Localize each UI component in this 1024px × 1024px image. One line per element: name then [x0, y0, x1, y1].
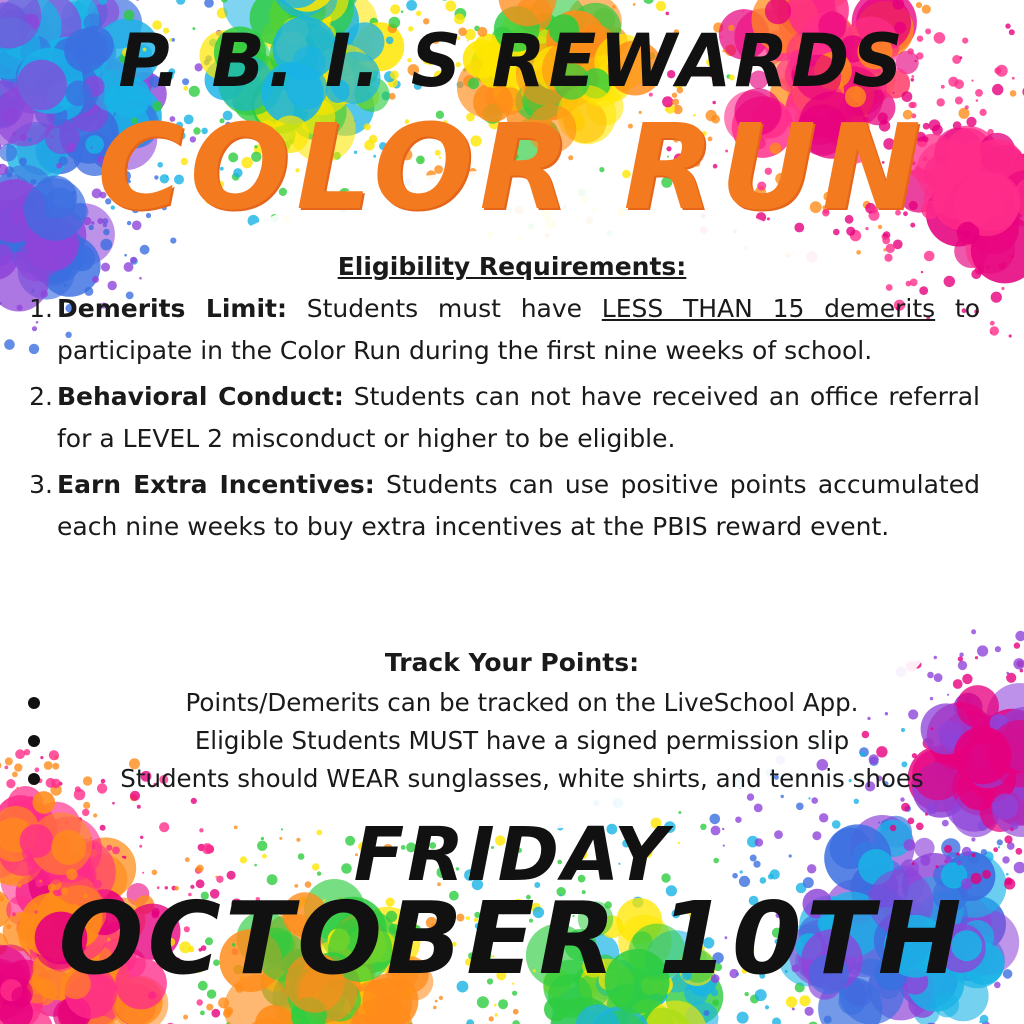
paint-splatter-dot — [796, 803, 804, 811]
paint-splatter-dot — [792, 1008, 795, 1011]
paint-splatter-dot — [494, 1004, 497, 1007]
paint-splatter-dot — [498, 999, 508, 1009]
paint-splatter-dot — [512, 1020, 520, 1024]
paint-splatter-dot — [435, 1000, 438, 1003]
paint-splatter-dot — [406, 0, 417, 11]
paint-splatter-dot — [901, 803, 910, 812]
paint-splatter-dot — [666, 12, 670, 16]
paint-splatter-dot — [390, 4, 400, 14]
paint-splatter-dot — [1009, 334, 1012, 337]
paint-splatter-dot — [206, 1004, 213, 1011]
paint-splatter-dot — [737, 1012, 749, 1024]
event-day: FRIDAY — [353, 812, 671, 898]
paint-splatter-dot — [900, 797, 904, 801]
paint-splatter-dot — [401, 10, 404, 13]
requirement-item — [29, 376, 980, 460]
paint-splatter-dot — [824, 1016, 832, 1024]
paint-splatter-dot — [63, 284, 66, 287]
paint-splatter-dot — [906, 281, 912, 287]
paint-splatter-dot — [612, 5, 616, 9]
requirement-label: Demerits Limit: — [57, 294, 288, 323]
paint-splatter-dot — [882, 237, 890, 245]
eligibility-list — [29, 288, 981, 552]
paint-splatter-dot — [916, 2, 922, 8]
paint-splatter-dot — [633, 3, 636, 6]
paint-splatter-dot — [416, 11, 421, 16]
requirement-item — [29, 288, 981, 372]
paint-splatter-dot — [29, 344, 39, 354]
requirement-number: 3. — [29, 470, 53, 499]
paint-splatter-dot — [754, 804, 763, 813]
paint-splatter-dot — [990, 326, 999, 335]
paint-splatter-dot — [466, 1019, 474, 1024]
paint-splatter-dot — [100, 239, 112, 251]
paint-splatter-dot — [922, 5, 931, 14]
paint-splatter-dot — [790, 999, 792, 1001]
paint-splatter-dot — [805, 1007, 814, 1016]
track-item — [0, 760, 1024, 798]
requirement-item — [29, 464, 980, 548]
paint-splatter-dot — [200, 1011, 205, 1016]
bullet-icon — [28, 773, 40, 785]
color-run-title: COLOR RUN — [97, 98, 927, 236]
paint-splatter-dot — [489, 1016, 494, 1021]
paint-splatter-dot — [971, 629, 976, 634]
requirement-text: Students can use positive points accumulated each nine weeks to buy extra incentives at the PBIS reward event. — [57, 470, 980, 541]
paint-splatter-dot — [643, 0, 654, 4]
rewards-heading: P. B. I. S REWARDS — [118, 17, 906, 105]
paint-splatter-dot — [191, 798, 197, 804]
paint-splatter-dot — [772, 1017, 781, 1024]
track-points-list — [0, 684, 1024, 798]
paint-splatter-dot — [137, 805, 141, 809]
requirement-label: Earn Extra Incentives: — [57, 470, 375, 499]
paint-splatter-dot — [786, 996, 797, 1007]
demerit-limit-emphasis: LESS THAN 15 demerits — [601, 294, 936, 323]
track-item-text: Eligible Students MUST have a signed permission slip — [194, 726, 850, 755]
paint-splatter-dot — [811, 797, 818, 804]
paint-splatter-dot — [4, 339, 15, 350]
paint-splatter-dot — [704, 1010, 710, 1016]
requirement-label: Behavioral Conduct: — [57, 382, 344, 411]
paint-splatter-dot — [656, 1, 666, 11]
paint-splatter-dot — [854, 799, 859, 804]
paint-splatter-dot — [135, 0, 140, 1]
event-date: OCTOBER 10TH — [58, 880, 966, 997]
paint-splatter-dot — [433, 1006, 437, 1010]
bullet-icon — [28, 735, 40, 747]
paint-splatter-dot — [742, 10, 744, 12]
paint-splatter-dot — [176, 0, 185, 5]
requirement-number: 1. — [29, 294, 53, 323]
paint-splatter-dot — [225, 1007, 234, 1016]
paint-splatter-dot — [83, 802, 90, 809]
paint-splatter-dot — [980, 1015, 989, 1024]
paint-splatter-dot — [991, 292, 1002, 303]
paint-splatter-dot — [495, 1013, 498, 1016]
paint-splatter-dot — [445, 1, 456, 12]
bullet-icon — [28, 697, 40, 709]
requirement-text: Students can not have received an office referral for a LEVEL 2 misconduct or higher to be eligible. — [57, 382, 980, 453]
paint-splatter-dot — [513, 1009, 519, 1015]
track-points-heading: Track Your Points: — [384, 648, 640, 677]
track-item-text: Points/Demerits can be tracked on the LiveSchool App. — [185, 688, 859, 717]
paint-splatter-dot — [439, 0, 450, 1]
requirement-text: Students must have — [287, 294, 602, 323]
eligibility-heading-text: Eligibility Requirements: — [337, 252, 687, 281]
paint-splatter-dot — [204, 0, 214, 8]
paint-splatter-dot — [211, 1009, 220, 1018]
paint-splatter-dot — [1001, 287, 1004, 290]
paint-splatter-dot — [112, 802, 115, 805]
track-item — [0, 722, 1024, 760]
paint-splatter-dot — [477, 996, 489, 1008]
requirement-text: to participate in the Color Run during the first nine weeks of school. — [57, 294, 981, 365]
track-item — [0, 684, 1024, 722]
paint-splatter-dot — [218, 997, 229, 1008]
paint-splatter-dot — [197, 999, 203, 1005]
paint-splatter-dot — [170, 238, 176, 244]
eligibility-heading — [0, 252, 1024, 281]
requirement-number: 2. — [29, 382, 53, 411]
paint-splatter-dot — [183, 1015, 188, 1020]
track-item-text: Students should WEAR sunglasses, white shirts, and tennis shoes — [120, 764, 924, 793]
paint-splatter-dot — [765, 1005, 769, 1009]
paint-splatter-dot — [990, 321, 995, 326]
paint-splatter-dot — [1015, 631, 1024, 641]
